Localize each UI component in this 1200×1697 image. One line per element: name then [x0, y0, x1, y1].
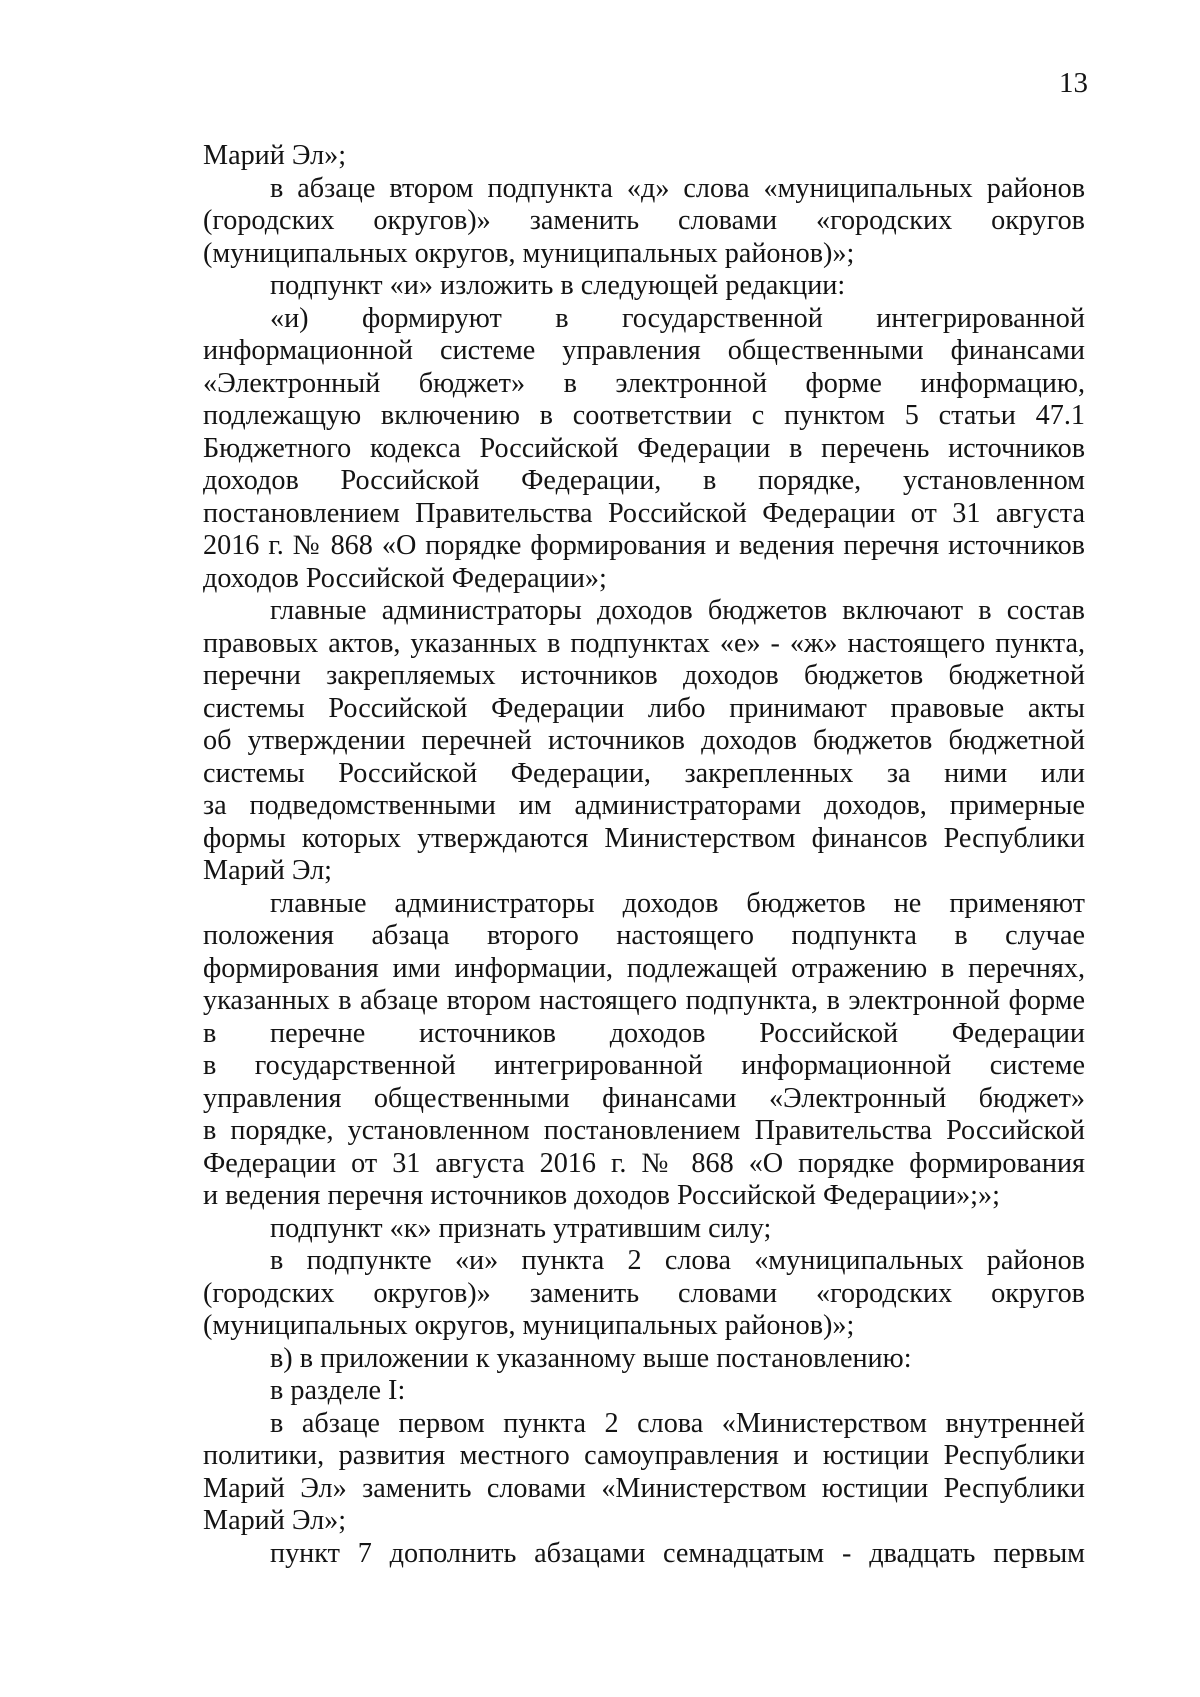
text-line: главные администраторы доходов бюджетов не применяют: [270, 887, 1085, 919]
text-line: в порядке, установленном постановлением Правительства Российской: [203, 1115, 1085, 1146]
text-line: Марий Эл»;: [203, 140, 347, 171]
text-line: доходов Российской Федерации, в порядке, установленном: [203, 465, 1085, 496]
text-line: формы которых утверждаются Министерством финансов Республики: [203, 822, 1085, 854]
text-line: системы Российской Федерации либо принимают правовые акты: [203, 692, 1085, 724]
text-line: за подведомственными им администраторами доходов, примерные: [203, 790, 1085, 821]
text-line: в) в приложении к указанному выше постановлению:: [270, 1342, 912, 1374]
text-line: перечни закрепляемых источников доходов бюджетов бюджетной: [203, 660, 1085, 691]
text-line: подлежащую включению в соответствии с пунктом 5 статьи 47.1: [203, 400, 1085, 431]
text-line: (муниципальных округов, муниципальных районов)»;: [203, 1310, 855, 1341]
text-line: пункт 7 дополнить абзацами семнадцатым - двадцать первым: [270, 1537, 1085, 1569]
text-line: формирования ими информации, подлежащей отражению в перечнях,: [203, 952, 1085, 984]
text-line: управления общественными финансами «Электронный бюджет»: [203, 1082, 1085, 1114]
text-line: Марий Эл;: [203, 855, 333, 886]
text-line: главные администраторы доходов бюджетов включают в состав: [270, 595, 1085, 626]
text-line: (муниципальных округов, муниципальных районов)»;: [203, 237, 855, 269]
text-line: в перечне источников доходов Российской Федерации: [203, 1017, 1085, 1049]
text-line: Федерации от 31 августа 2016 г. № 868 «О порядке формирования: [203, 1147, 1085, 1179]
text-line: «Электронный бюджет» в электронной форме информацию,: [203, 367, 1085, 399]
text-line: «и) формируют в государственной интегрированной: [270, 302, 1085, 334]
text-line: в абзаце втором подпункта «д» слова «муниципальных районов: [270, 172, 1085, 204]
text-line: в разделе I:: [270, 1375, 406, 1406]
page-number: 13: [1059, 67, 1088, 99]
text-line: подпункт «и» изложить в следующей редакции:: [270, 270, 846, 301]
text-line: доходов Российской Федерации»;: [203, 562, 607, 594]
text-line: 2016 г. № 868 «О порядке формирования и ведения перечня источников: [203, 530, 1085, 561]
text-line: Бюджетного кодекса Российской Федерации в перечень источников: [203, 432, 1085, 464]
text-line: информационной системе управления общественными финансами: [203, 335, 1085, 366]
text-line: Марий Эл»;: [203, 1505, 347, 1536]
text-line: в подпункте «и» пункта 2 слова «муниципальных районов: [270, 1245, 1085, 1276]
text-line: Марий Эл» заменить словами «Министерством юстиции Республики: [203, 1472, 1085, 1504]
text-line: постановлением Правительства Российской Федерации от 31 августа: [203, 497, 1085, 529]
text-line: (городских округов)» заменить словами «городских округов: [203, 1277, 1085, 1309]
document-body: [203, 140, 1085, 1570]
text-line: указанных в абзаце втором настоящего подпункта, в электронной форме: [203, 985, 1085, 1016]
text-line: подпункт «к» признать утратившим силу;: [270, 1212, 772, 1244]
text-line: системы Российской Федерации, закрепленных за ними или: [203, 757, 1085, 789]
text-line: политики, развития местного самоуправления и юстиции Республики: [203, 1440, 1085, 1471]
text-line: (городских округов)» заменить словами «городских округов: [203, 205, 1085, 236]
text-line: об утверждении перечней источников доходов бюджетов бюджетной: [203, 725, 1085, 756]
text-line: в абзаце первом пункта 2 слова «Министерством внутренней: [270, 1407, 1085, 1439]
text-line: правовых актов, указанных в подпунктах «е» - «ж» настоящего пункта,: [203, 627, 1085, 659]
text-line: положения абзаца второго настоящего подпункта в случае: [203, 920, 1085, 951]
text-line: и ведения перечня источников доходов Российской Федерации»;»;: [203, 1180, 1000, 1211]
text-line: в государственной интегрированной информационной системе: [203, 1050, 1085, 1081]
